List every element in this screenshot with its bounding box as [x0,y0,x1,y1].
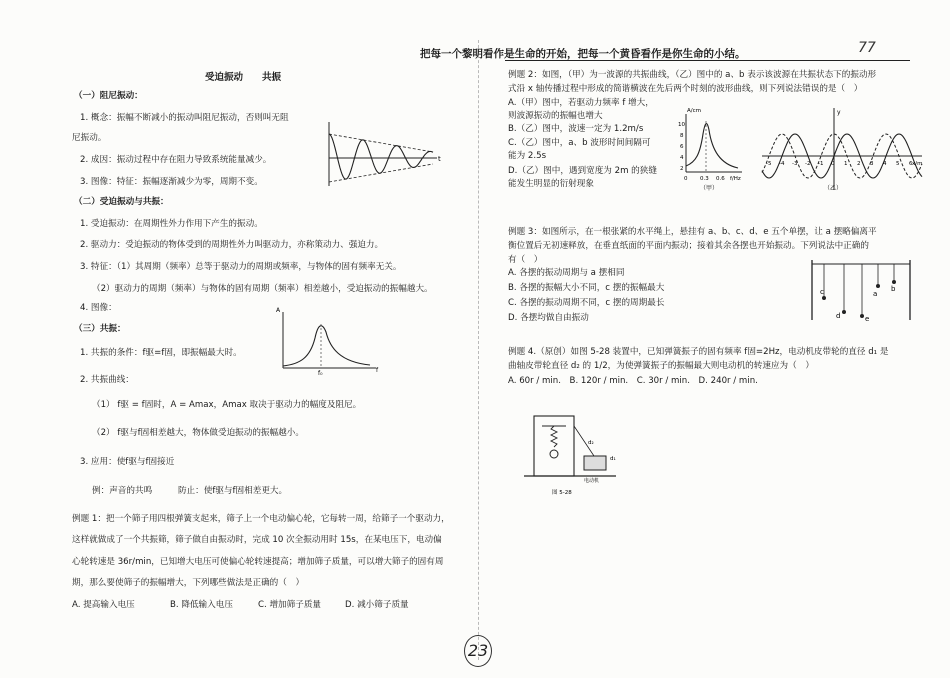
damped-oscillation-figure [325,120,445,190]
text-line: （1） f驱 = f固时，A = Amax，Amax 取决于驱动力的幅度及阻尼。 [92,400,362,410]
example-2-option-d: D.（乙）图中，遇到宽度为 2m 的狭缝 [508,166,657,176]
example-2-option-d-cont: 能发生明显的衍射现象 [508,179,594,189]
example-1-option-b: B. 降低输入电压 [170,600,233,610]
example-2-option-a-cont: 则波源振动的振幅也增大 [508,111,603,121]
example-2-option-c: C.（乙）图中，a、b 波形时间间隔可 [508,138,651,148]
fig-jia-caption: （甲） [700,185,719,192]
subsection-forced: （二）受迫振动与共振： [74,197,169,207]
d2-label: d₂ [588,440,594,446]
text-line: 1. 概念：振幅不断减小的振动叫阻尼振动，否则叫无阻 [80,113,289,123]
fig-5-28-caption: 图 5-28 [552,490,572,496]
example-1-option-a: A. 提高输入电压 [72,600,135,610]
example-1-text: 期，那么要使筛子的振幅增大，下列哪些做法是正确的（ ） [72,578,305,588]
fig-x-label: t [438,155,441,163]
tick-label: 4 [680,155,684,161]
example-2-text: 式沿 x 轴传播过程中形成的简谐横波在先后两个时刻的波形曲线，则下列说法错误的是（ ） [508,84,863,94]
subsection-resonance: （三）共振： [74,324,126,334]
fig-yi-ticks [766,161,922,167]
example-3-option-a: A. 各摆的振动周期与 a 摆相同 [508,268,625,278]
pendulum-a-bob [876,284,880,288]
oscillator-mass [550,450,558,458]
tick-label: 10 [678,122,685,128]
example-1-option-c: C. 增加筛子质量 [258,600,322,610]
example-3-text: 例题 3：如图所示，在一根张紧的水平绳上，悬挂有 a、b、c、d、e 五个单摆，让 a 摆略偏离平 [508,227,877,237]
tick-label: 3 [870,161,874,167]
pendulum-c-bob [822,296,826,300]
fig-yi-y-label: y [837,109,841,116]
fig-f0-label: f₀ [318,370,323,377]
tick-label: 6 [909,161,913,167]
tick-label: f/Hz [730,176,741,182]
d1-label: d₁ [610,456,616,462]
text-line: 2. 共振曲线： [80,375,134,385]
tick-label: -4 [779,161,785,167]
fig-jia-y-label: A/cm [687,108,701,114]
section-title: 受迫振动 共振 [205,72,282,83]
tick-label: 0 [831,161,835,167]
tick-label: 8 [680,133,684,139]
tick-label: 6 [680,144,684,150]
pendulums-figure [806,256,921,326]
pendulum-label-d: d [836,312,841,320]
example-4-text: 例题 4.（原创）如图 5-28 装置中，已知弹簧振子的固有频率 f固=2Hz，电动机皮带轮的直径 d₁ 是 [508,347,889,357]
example-4-text: 曲轴皮带轮直径 d₂ 的 1/2，为使弹簧振子的振幅最大则电动机的转速应为（ ） [508,361,814,371]
text-line: 1. 共振的条件：f驱=f固，即振幅最大时。 [80,348,242,358]
tick-label: -2 [805,161,811,167]
text-line: 2. 驱动力：受迫振动的物体受到的周期性外力叫驱动力，亦称策动力、强迫力。 [80,240,384,250]
text-line: （2） f驱与f固相差越大，物体做受迫振动的振幅越小。 [92,428,304,438]
resonance-curve-figure [276,307,380,377]
tick-label: 0.6 [716,176,725,182]
page-corner-number: 77 [858,40,876,56]
example-2-text: 例题 2：如图，（甲）为一波源的共振曲线，（乙）图中的 a、b 表示该波源在共振状态下的振动形 [508,70,877,80]
damped-wave [329,134,433,179]
electric-motor [584,456,606,470]
tick-label: 0.3 [700,176,709,182]
text-line: 3. 应用：使f驱与f固接近 [80,457,175,467]
example-1-text: 这样就做成了一个共振筛，筛子做自由振动时，完成 10 次全振动用时 15s，在某电压下，电动偏 [72,535,442,545]
example-3-option-c: C. 各摆的振动周期不同，c 摆的周期最长 [508,298,665,308]
tick-label: -3 [792,161,798,167]
figure-jia-resonance [676,104,748,194]
tick-label: x/m [912,161,923,167]
envelope-upper [329,134,433,152]
frame [534,416,574,476]
text-line: 4. 图像： [80,303,117,313]
example-3-option-d: D. 各摆均做自由振动 [508,313,589,323]
pendulum-label-b: b [891,285,896,293]
pendulum-label-c: c [820,288,824,296]
example-2-option-a: A.（甲）图中，若驱动力频率 f 增大， [508,98,654,108]
example-1-text: 例题 1：把一个筛子用四根弹簧支起来，筛子上一个电动偏心轮，它每转一周，给筛子一个驱动力， [72,514,450,524]
tick-label: 5 [896,161,900,167]
motor-label: 电动机 [584,478,600,484]
tick-label: 2 [680,166,684,172]
resonance-curve [686,124,738,168]
example-1-text: 心轮转速是 36r/min，已知增大电压可使偏心轮转速提高；增加筛子质量，可以增大筛子的固有周 [72,557,444,567]
tick-label: -5 [766,161,772,167]
fig-yi-caption: （乙） [824,185,843,192]
pendulum-b-bob [892,280,896,284]
subsection-damped: （一）阻尼振动： [74,91,143,101]
resonance-curve [283,326,370,366]
header-motto: 把每一个黎明看作是生命的开始，把每一个黄昏看作是你生命的小结。 [420,48,746,60]
example-4-options: A. 60r / min. B. 120r / min. C. 30r / min. D. 240r / min. [508,376,758,386]
example-2-option-c-cont: 能为 2.5s [508,151,547,161]
figure-5-28-apparatus [520,412,620,497]
text-line: 3. 特征：（1）其周期（频率）总等于驱动力的周期或频率，与物体的固有频率无关。 [80,262,402,272]
pendulum-label-e: e [865,315,870,323]
spring [551,426,557,447]
fig-x-label: f [376,367,379,374]
page-number-bottom: 23 [464,635,492,667]
tick-label: 1 [844,161,848,167]
text-line: 1. 受迫振动：在周期性外力作用下产生的振动。 [80,219,263,229]
header-rule [505,60,910,61]
text-line: 尼振动。 [72,133,107,143]
example-3-text: 有（ ） [508,255,543,265]
tick-label: 4 [883,161,887,167]
text-line: 例：声音的共鸣 防止：使f驱与f固相差更大。 [92,486,288,496]
example-3-option-b: B. 各摆的振幅大小不同，c 摆的振幅最大 [508,283,665,293]
example-2-option-b: B.（乙）图中，波速一定为 1.2m/s [508,124,644,134]
pendulum-label-a: a [873,290,878,298]
page-fold-line [478,40,479,660]
text-line: 3. 图像：特征：振幅逐渐减少为零，周期不变。 [80,177,263,187]
fig-y-label: A [276,307,281,314]
text-line: （2）驱动力的周期（频率）与物体的固有周期（频率）相差越小，受迫振动的振幅越大。 [92,284,433,294]
pendulum-e-bob [860,314,864,318]
tick-label: 2 [857,161,861,167]
figure-yi-waves [756,104,931,194]
text-line: 2. 成因：振动过程中存在阻力导致系统能量减少。 [80,155,272,165]
pendulum-d-bob [842,310,846,314]
example-1-option-d: D. 减小筛子质量 [345,600,409,610]
tick-label: -1 [818,161,824,167]
example-3-text: 衡位置后无初速释放，在垂直纸面的平面内振动；接着其余各摆也开始振动。下列说法中正确的 [508,241,869,251]
tick-label: 0 [684,176,688,182]
